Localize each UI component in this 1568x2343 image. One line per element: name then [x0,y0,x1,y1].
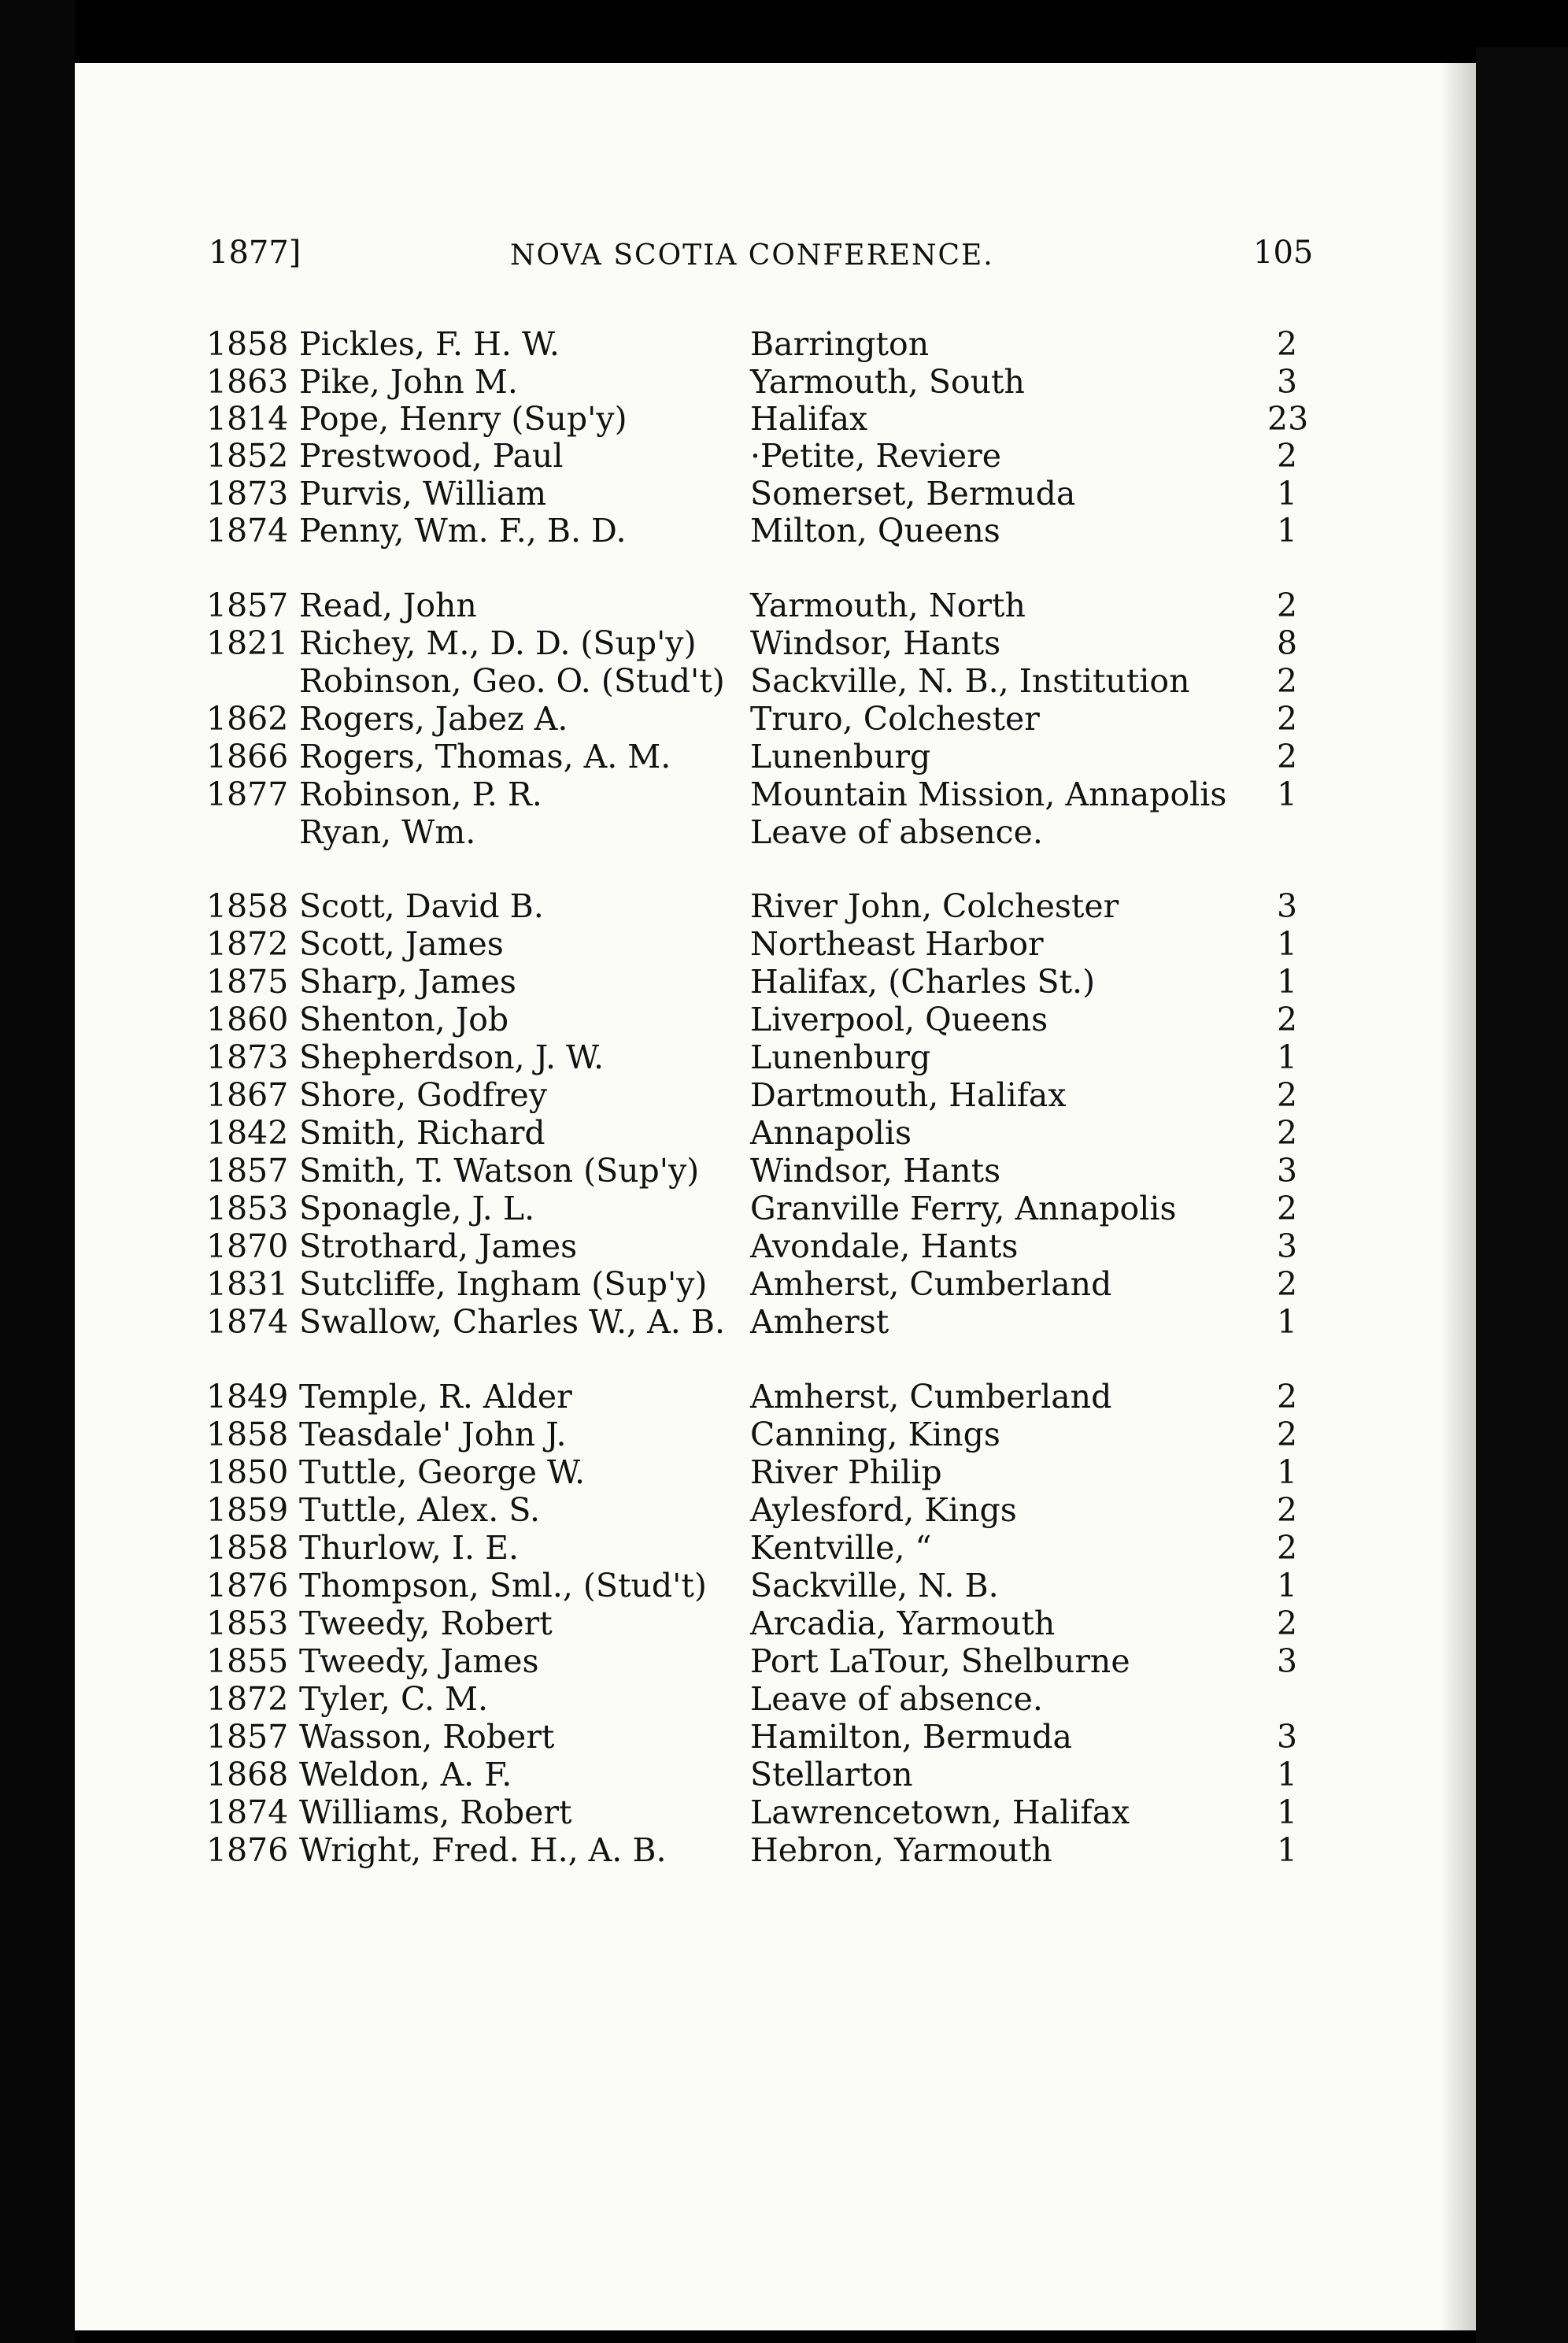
minister-name: Scott, James [299,925,504,963]
station-name: River John, Colchester [750,887,1119,925]
station-name: Liverpool, Queens [750,1001,1048,1038]
entry-year: 1842 [206,1114,289,1152]
list-item [0,325,1568,363]
station-name: Port LaTour, Shelburne [750,1642,1130,1680]
years-count: 1 [1276,925,1298,963]
list-item [0,1793,1568,1831]
years-count: 8 [1276,624,1298,662]
years-count: 2 [1276,587,1298,624]
minister-name: Smith, Richard [299,1114,545,1152]
entry-year: 1870 [206,1227,289,1265]
list-item [0,1416,1568,1453]
minister-name: Swallow, Charles W., A. B. [299,1303,726,1341]
minister-name: Tweedy, Robert [299,1605,553,1642]
minister-name: Wright, Fred. H., A. B. [299,1831,667,1869]
station-name: Windsor, Hants [750,1152,1001,1190]
minister-name: Smith, T. Watson (Sup'y) [299,1152,700,1190]
years-count: 3 [1276,1718,1298,1756]
station-name: Canning, Kings [750,1416,1000,1453]
entry-year: 1876 [206,1831,289,1869]
list-item [0,437,1568,475]
minister-name: Tweedy, James [299,1642,539,1680]
entry-year: 1872 [206,1680,289,1718]
entry-year: 1877 [206,775,289,813]
years-count: 2 [1276,1265,1298,1303]
minister-name: Weldon, A. F. [299,1756,512,1793]
list-item [0,925,1568,963]
years-count: 2 [1276,1416,1298,1453]
list-item [0,475,1568,513]
list-item [0,624,1568,662]
station-name: Kentville, “ [750,1529,932,1567]
station-name: Hebron, Yarmouth [750,1831,1052,1869]
minister-name: Sutcliffe, Ingham (Sup'y) [299,1265,708,1303]
list-item [0,1076,1568,1114]
station-name: Barrington [750,325,930,363]
years-count: 2 [1276,738,1298,775]
list-item [0,1718,1568,1756]
minister-name: Thurlow, I. E. [299,1529,520,1567]
list-item [0,1491,1568,1529]
station-name: Lunenburg [750,1038,931,1076]
years-count: 23 [1267,400,1309,438]
entry-year: 1814 [206,400,289,438]
station-name: Mountain Mission, Annapolis [750,775,1227,813]
minister-name: Williams, Robert [299,1793,572,1831]
station-name: Aylesford, Kings [750,1491,1017,1529]
minister-name: Richey, M., D. D. (Sup'y) [299,624,697,662]
list-item [0,400,1568,438]
list-item [0,1265,1568,1303]
header-year: 1877] [209,235,301,271]
years-count: 2 [1276,1076,1298,1114]
minister-name: Sponagle, J. L. [299,1190,535,1227]
minister-name: Rogers, Thomas, A. M. [299,738,671,775]
minister-name: Shepherdson, J. W. [299,1038,605,1076]
minister-name: Robinson, Geo. O. (Stud't) [299,662,725,700]
years-count: 2 [1276,700,1298,738]
list-item [0,1642,1568,1680]
minister-name: Pike, John M. [299,363,518,401]
years-count: 3 [1276,887,1298,925]
minister-name: Rogers, Jabez A. [299,700,568,738]
list-item [0,1680,1568,1718]
years-count: 3 [1276,1152,1298,1190]
page-number: 105 [1253,235,1314,271]
entry-year: 1852 [206,437,289,475]
minister-name: Prestwood, Paul [299,437,564,475]
list-item [0,1001,1568,1038]
list-item [0,1190,1568,1227]
entry-year: 1859 [206,1491,289,1529]
minister-name: Read, John [299,587,477,624]
list-item [0,1529,1568,1567]
years-count: 2 [1276,1001,1298,1038]
entry-year: 1858 [206,1416,289,1453]
entry-year: 1860 [206,1001,289,1038]
entry-year: 1857 [206,1718,289,1756]
station-name: Truro, Colchester [750,700,1040,738]
station-name: Avondale, Hants [750,1227,1019,1265]
entry-year: 1831 [206,1265,289,1303]
station-name: ·Petite, Reviere [750,437,1001,475]
years-count: 2 [1276,1190,1298,1227]
minister-name: Thompson, Sml., (Stud't) [299,1567,707,1605]
list-item [0,1605,1568,1642]
years-count: 2 [1276,1491,1298,1529]
header-title: NOVA SCOTIA CONFERENCE. [510,239,994,272]
list-item [0,1378,1568,1416]
minister-name: Pope, Henry (Sup'y) [299,400,627,438]
list-item [0,1114,1568,1152]
station-name: Amherst [750,1303,889,1341]
list-item [0,1303,1568,1341]
list-item [0,963,1568,1001]
station-name: Leave of absence. [750,1680,1043,1718]
list-item [0,738,1568,775]
list-item [0,775,1568,813]
entry-year: 1874 [206,512,289,550]
years-count: 2 [1276,1529,1298,1567]
station-name: Sackville, N. B., Institution [750,662,1190,700]
minister-name: Ryan, Wm. [299,813,476,851]
list-item [0,1227,1568,1265]
list-item [0,1567,1568,1605]
years-count: 1 [1276,1038,1298,1076]
years-count: 3 [1276,363,1298,401]
list-item [0,1038,1568,1076]
station-name: Milton, Queens [750,512,1000,550]
list-item [0,363,1568,401]
entry-year: 1858 [206,325,289,363]
list-item [0,587,1568,624]
entry-year: 1858 [206,1529,289,1567]
station-name: Amherst, Cumberland [750,1265,1112,1303]
list-item [0,700,1568,738]
entry-year: 1867 [206,1076,289,1114]
entry-year: 1857 [206,587,289,624]
minister-name: Robinson, P. R. [299,775,542,813]
list-item [0,512,1568,550]
entry-year: 1868 [206,1756,289,1793]
years-count: 2 [1276,437,1298,475]
entry-year: 1863 [206,363,289,401]
entry-year: 1862 [206,700,289,738]
minister-name: Sharp, James [299,963,516,1001]
years-count: 1 [1276,1453,1298,1491]
minister-name: Tuttle, George W. [299,1453,585,1491]
minister-name: Pickles, F. H. W. [299,325,560,363]
entry-year: 1853 [206,1190,289,1227]
station-name: Amherst, Cumberland [750,1378,1112,1416]
minister-name: Teasdale' John J. [299,1416,567,1453]
list-item [0,1453,1568,1491]
station-name: Granville Ferry, Annapolis [750,1190,1177,1227]
years-count: 1 [1276,1303,1298,1341]
station-name: Stellarton [750,1756,913,1793]
minister-name: Purvis, William [299,475,547,513]
entry-year: 1874 [206,1793,289,1831]
station-name: Lawrencetown, Halifax [750,1793,1130,1831]
entry-year: 1821 [206,624,289,662]
entry-year: 1849 [206,1378,289,1416]
entry-year: 1876 [206,1567,289,1605]
years-count: 1 [1276,1831,1298,1869]
list-item [0,1756,1568,1793]
years-count: 2 [1276,325,1298,363]
list-item [0,1152,1568,1190]
entry-year: 1858 [206,887,289,925]
station-name: Sackville, N. B. [750,1567,999,1605]
years-count: 3 [1276,1227,1298,1265]
station-name: Leave of absence. [750,813,1043,851]
entry-year: 1855 [206,1642,289,1680]
years-count: 1 [1276,512,1298,550]
station-name: Yarmouth, North [750,587,1026,624]
station-name: River Philip [750,1453,942,1491]
entry-year: 1875 [206,963,289,1001]
years-count: 1 [1276,963,1298,1001]
entry-year: 1857 [206,1152,289,1190]
list-item [0,813,1568,851]
years-count: 1 [1276,775,1298,813]
years-count: 1 [1276,475,1298,513]
years-count: 2 [1276,1605,1298,1642]
station-name: Yarmouth, South [750,363,1025,401]
list-item [0,1831,1568,1869]
minister-name: Penny, Wm. F., B. D. [299,512,627,550]
station-name: Annapolis [750,1114,912,1152]
years-count: 1 [1276,1793,1298,1831]
station-name: Northeast Harbor [750,925,1044,963]
years-count: 2 [1276,662,1298,700]
entry-year: 1874 [206,1303,289,1341]
station-name: Halifax [750,400,868,438]
entry-year: 1873 [206,1038,289,1076]
station-name: Somerset, Bermuda [750,475,1076,513]
station-name: Lunenburg [750,738,931,775]
entry-year: 1850 [206,1453,289,1491]
station-name: Dartmouth, Halifax [750,1076,1067,1114]
station-name: Windsor, Hants [750,624,1001,662]
minister-name: Temple, R. Alder [299,1378,572,1416]
entry-year: 1866 [206,738,289,775]
minister-name: Wasson, Robert [299,1718,555,1756]
years-count: 1 [1276,1567,1298,1605]
station-name: Arcadia, Yarmouth [750,1605,1056,1642]
years-count: 3 [1276,1642,1298,1680]
minister-name: Strothard, James [299,1227,578,1265]
list-item [0,887,1568,925]
minister-name: Tyler, C. M. [299,1680,489,1718]
minister-name: Tuttle, Alex. S. [299,1491,540,1529]
entry-year: 1873 [206,475,289,513]
years-count: 2 [1276,1114,1298,1152]
minister-name: Scott, David B. [299,887,544,925]
years-count: 2 [1276,1378,1298,1416]
minister-name: Shenton, Job [299,1001,509,1038]
minister-name: Shore, Godfrey [299,1076,547,1114]
years-count: 1 [1276,1756,1298,1793]
station-name: Hamilton, Bermuda [750,1718,1072,1756]
entry-year: 1872 [206,925,289,963]
entry-year: 1853 [206,1605,289,1642]
list-item [0,662,1568,700]
station-name: Halifax, (Charles St.) [750,963,1096,1001]
